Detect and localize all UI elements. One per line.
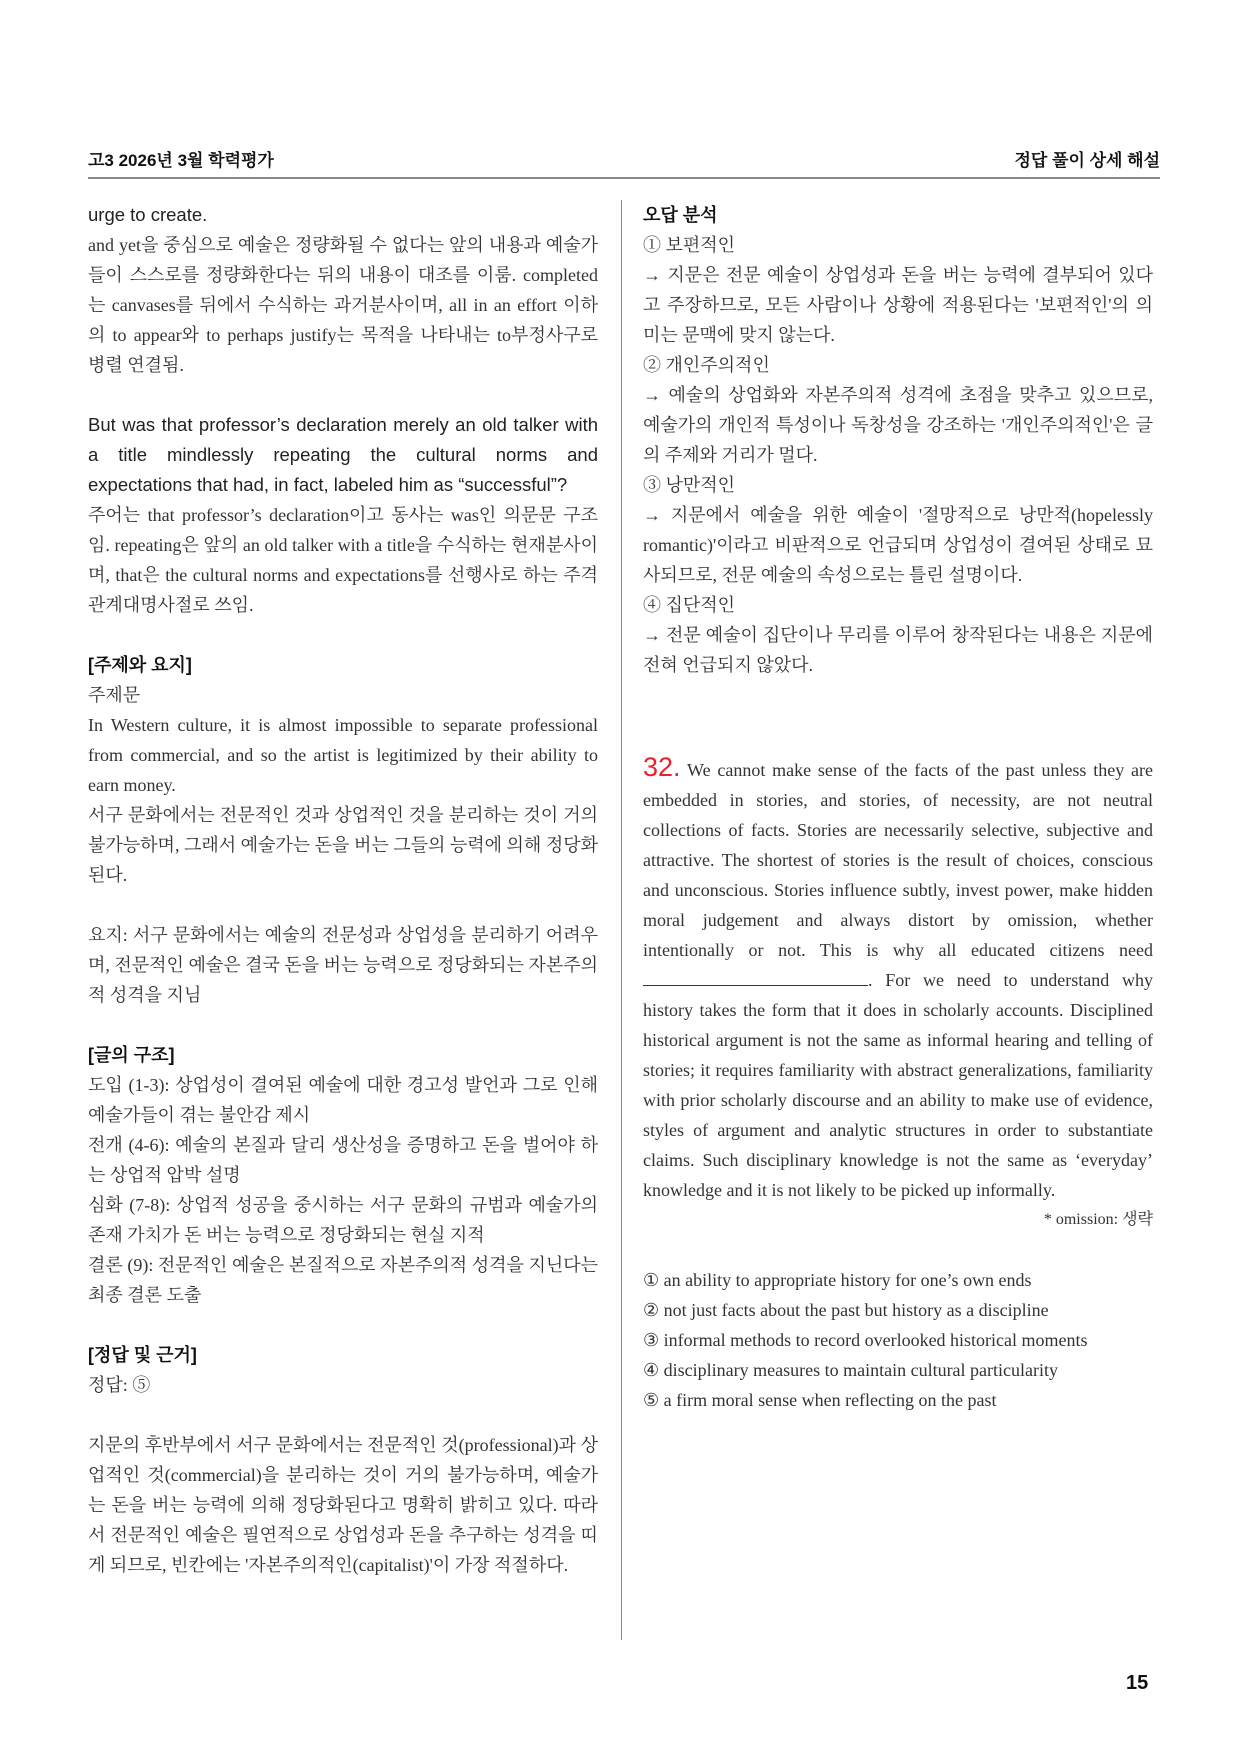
structure-item: 도입 (1-3): 상업성이 결여된 예술에 대한 경고성 발언과 그로 인해 예술가들이 겪는 불안감 제시 [88, 1075, 598, 1125]
gist: 요지: 서구 문화에서는 예술의 전문성과 상업성을 분리하기 어려우며, 전문적인 예술은 결국 돈을 버는 능력으로 정당화되는 자본주의적 성격을 지님 [88, 925, 598, 1005]
question-number: 32. [643, 752, 681, 782]
exam-title: 고3 2026년 3월 학력평가 [88, 151, 274, 170]
wrong-option-label: ③ 낭만적인 [643, 475, 736, 495]
right-column [643, 200, 1153, 1415]
wrong-option-explanation: → 지문에서 예술을 위한 예술이 '절망적으로 낭만적(hopelessly romantic)'이라고 비판적으로 언급되며 상업성이 결여된 상태로 묘사되므로, 전문 예술의 속성으로는 틀린 설명이다. [643, 505, 1153, 585]
answer-option-5[interactable]: ⑤ a firm moral sense when reflecting on the past [643, 1390, 997, 1410]
wrong-option-label: ④ 집단적인 [643, 595, 736, 615]
answer-heading: [정답 및 근거] [88, 1345, 197, 1365]
answer-option-1[interactable]: ① an ability to appropriate history for one’s own ends [643, 1270, 1032, 1290]
page-header [88, 146, 1160, 178]
analysis-paragraph-2: 주어는 that professor’s declaration이고 동사는 was인 의문문 구조임. repeating은 앞의 an old talker with a title을 수식하는 현재분사이며, that은 the cultural norms and expectations를 선행사로 하는 주격 관계대명사절로 쓰임. [88, 505, 598, 615]
section-title: 정답 풀이 상세 해설 [1014, 151, 1160, 170]
answer-value: 정답: ⑤ [88, 1375, 151, 1395]
column-divider [621, 200, 622, 1640]
wrong-option-explanation: → 전문 예술이 집단이나 무리를 이루어 창작된다는 내용은 지문에 전혀 언급되지 않았다. [643, 625, 1153, 675]
structure-item: 결론 (9): 전문적인 예술은 본질적으로 자본주의적 성격을 지닌다는 최종 결론 도출 [88, 1255, 598, 1305]
theme-heading: [주제와 요지] [88, 655, 192, 675]
structure-item: 전개 (4-6): 예술의 본질과 달리 생산성을 증명하고 돈을 벌어야 하는 상업적 압박 설명 [88, 1135, 598, 1185]
footnote: * omission: 생략 [1043, 1211, 1153, 1228]
topic-sentence-en: In Western culture, it is almost impossible to separate professional from commercial, and so the artist is legitimized by their ability to earn money. [88, 715, 598, 795]
analysis-paragraph-1: and yet을 중심으로 예술은 정량화될 수 없다는 앞의 내용과 예술가들이 스스로를 정량화한다는 뒤의 내용이 대조를 이룸. completed는 canvases를 뒤에서 수식하는 과거분사이며, all in an effort 이하의 to appear와 to perhaps justify는 목적을 나타내는 to부정사구로 병렬 연결됨. [88, 235, 598, 375]
passage-before-blank: We cannot make sense of the facts of the past unless they are embedded in stories, and stories, of necessity, are not neutral collections of facts. Stories are necessarily selective, subjective and attractive. The shortest of stories is the result of choices, conscious and unconscious. Stories influence subtly, invest power, make hidden moral judgement and always distort by omission, whether intentionally or not. This is why all educated citizens need [643, 760, 1153, 960]
wrong-option-explanation: → 예술의 상업화와 자본주의적 성격에 초점을 맞추고 있으므로, 예술가의 개인적 특성이나 독창성을 강조하는 '개인주의적인'은 글의 주제와 거리가 멀다. [643, 385, 1153, 465]
intro-line: urge to create. [88, 204, 208, 225]
structure-item: 심화 (7-8): 상업적 성공을 중시하는 서구 문화의 규범과 예술가의 존재 가치가 돈 버는 능력으로 정당화되는 현실 지적 [88, 1195, 598, 1245]
quoted-sentence: But was that professor’s declaration merely an old talker with a title mindlessly repeating the cultural norms and expectations that had, in fact, labeled him as “successful”? [88, 414, 598, 495]
wrong-option-label: ② 개인주의적인 [643, 355, 770, 375]
page-number: 15 [1126, 1672, 1149, 1694]
topic-sentence-ko: 서구 문화에서는 전문적인 것과 상업적인 것을 분리하는 것이 거의 불가능하며, 그래서 예술가는 돈을 버는 그들의 능력에 의해 정당화된다. [88, 805, 598, 885]
passage-after-blank: . For we need to understand why history takes the form that it does in scholarly accounts. Disciplined historical argument is not the same as informal hearing and telling of stories; it requires familiarity with abstract generalizations, familiarity with prior scholarly discourse and an ability to make use of evidence, styles of argument and analytic structures in order to substantiate claims. Such disciplinary knowledge is not the same as ‘everyday’ knowledge and it is not likely to be picked up informally. [643, 970, 1153, 1200]
answer-explanation: 지문의 후반부에서 서구 문화에서는 전문적인 것(professional)과 상업적인 것(commercial)을 분리하는 것이 거의 불가능하며, 예술가는 돈을 버는 능력에 의해 정당화된다고 명확히 밝히고 있다. 따라서 전문적인 예술은 필연적으로 상업성과 돈을 추구하는 성격을 띠게 되므로, 빈칸에는 '자본주의적인(capitalist)'이 가장 적절하다. [88, 1435, 598, 1575]
blank [643, 967, 868, 986]
question-32 [643, 752, 1153, 1415]
answer-option-2[interactable]: ② not just facts about the past but history as a discipline [643, 1300, 1049, 1320]
wrong-answer-heading: 오답 분석 [643, 205, 718, 225]
answer-option-3[interactable]: ③ informal methods to record overlooked historical moments [643, 1330, 1088, 1350]
wrong-option-label: ① 보편적인 [643, 235, 736, 255]
header-divider [88, 177, 1160, 179]
answer-option-4[interactable]: ④ disciplinary measures to maintain cultural particularity [643, 1360, 1059, 1380]
structure-heading: [글의 구조] [88, 1045, 175, 1065]
topic-label: 주제문 [88, 685, 141, 705]
left-column [88, 200, 598, 1580]
wrong-option-explanation: → 지문은 전문 예술이 상업성과 돈을 버는 능력에 결부되어 있다고 주장하므로, 모든 사람이나 상황에 적용된다는 '보편적인'의 의미는 문맥에 맞지 않는다. [643, 265, 1153, 345]
